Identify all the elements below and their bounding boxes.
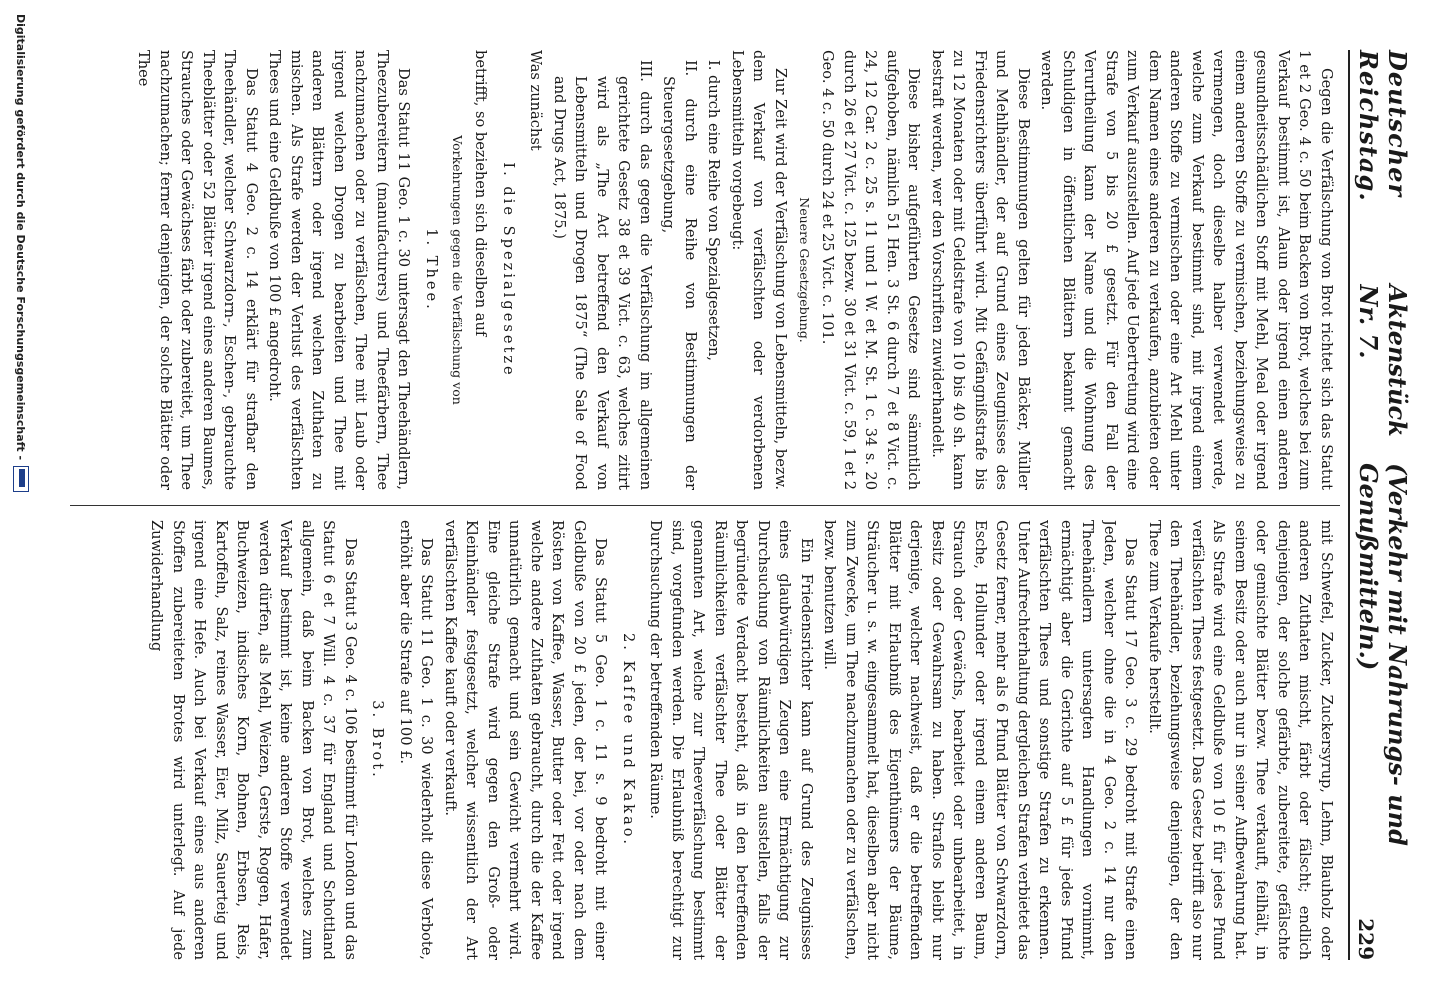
section-heading: 3. Brot. — [369, 700, 387, 780]
header-document-number: Aktenstück Nr. 7. — [1354, 284, 1412, 437]
paragraph: Zur Zeit wird der Verfälschung von Lebensmitteln, bezw. dem Verkauf von verfälschten oder verdorbenen Lebensmitteln vorgebeugt: — [729, 50, 789, 490]
page-header — [1354, 50, 1412, 960]
paragraph: mit Schwefel, Zucker, Zuckersyrup, Lehm, Blauholz oder anderen Zuthaten mischt, färbt oder fälscht; endlich denjenigen, der solche gefärbte, zubereitete, gefälschte oder gemischte Blätter bezw. Thee verkauft, feilhält, in seinem Besitz oder auch nur in seiner Aufbewahrung hat. Als Strafe wird eine Geldbuße von 10 £ für jedes Pfund verfälschten Thees festgesetzt. Das Gesetz betrifft also nur den Theehändler, beziehungsweise denjenigen, der den Thee zum Verkaufe herstellt. — [1146, 520, 1335, 960]
left-column — [60, 50, 1337, 490]
paragraph: Diese bisher aufgeführten Gesetze sind sämmtlich aufgehoben, nämlich 51 Hen. 3 St. 6 durch 7 et 8 Vict. c. 24, 12 Car. 2 c. 25 s. 11 und 1 W. et M. St. 1 c. 34 s. 20 durch 26 et 27 Vict. c. 125 bezw. 30 et 31 Vict. c. 59, 1 et 2 Geo. 4 c. 50 durch 24 et 25 Vict. c. 101. — [819, 50, 923, 490]
section-heading: 1. Thee. — [423, 228, 440, 312]
right-column — [60, 520, 1337, 960]
page-number: 229 — [1354, 918, 1378, 960]
paragraph: Ein Friedensrichter kann auf Grund des Zeugnisses eines glaubwürdigen Zeugen eine Ermächtigung zur Durchsuchung von Räumlichkeiten ausstellen, falls der begründete Verdacht besteht, daß in den betreffenden Räumlichkeiten verfälschter Thee oder Blätter der genannten Art, welche zur Theeverfälschung bestimmt sind, vorgefunden werden. Die Erlaubniß berechtigt zur Durchsuchung der betreffenden Räume. — [647, 520, 815, 960]
header-rule — [1348, 50, 1350, 960]
paragraph: Das Statut 11 Geo. 1 c. 30 wiederholt diese Verbote, erhöht aber die Strafe auf 100 £. — [397, 520, 436, 960]
list-item: II. durch eine Reihe von Bestimmungen der Steuergesetzgebung, — [660, 60, 699, 490]
paragraph: Das Statut 4 Geo. 2 c. 14 erklärt für strafbar den Theehändler, welcher Schwarzdorn-, Eschen-, gebrauchte Theeblätter oder 52 Blätter irgend eines anderen Baumes, Strauches oder Gewächses färbt oder zubereitet, um Thee nachzumachen; ferner denjenigen, der solche Blätter oder Thee — [135, 50, 260, 490]
footer-text: Digitalisierung gefördert durch die Deutsche Forschungsgemeinschaft - — [14, 14, 28, 461]
column-divider — [70, 505, 1340, 506]
subheading: Neuere Gesetzgebung. — [797, 197, 812, 343]
dfg-logo-icon — [13, 466, 29, 492]
paragraph: Was zunächst — [527, 50, 545, 151]
paragraph: Das Statut 17 Geo. 3 c. 29 bedroht mit Strafe einen Jeden, welcher ohne die in 4 Geo. 2 c. 14 nur den Theehändlern untersagten Handlungen vornimmt, ermächtigt aber die Gerichte auf 5 £ für jedes Pfund verfälschten Thees und sonstige Strafen zu erkennen. Unter Aufrechterhaltung dergleichen Strafen verbietet das Gesetz ferner, mehr als 6 Pfund Blätter von Schwarzdorn, Esche, Hollunder oder irgend einem anderen Baum, Strauch oder Gewächs, bearbeitet oder unbearbeitet, in Besitz oder Gewahrsam zu haben. Straflos bleibt nur derjenige, welcher nachweist, daß er die betreffenden Blätter mit Erlaubniß des Eigenthümers der Bäume, Sträucher u. s. w. eingesammelt hat, dieselben aber nicht zum Zwecke, um Thee nachzumachen oder zu verfälschen, bezw. benutzen will. — [821, 520, 1140, 960]
digitization-footer — [8, 0, 34, 1000]
subheading: Vorkehrungen gegen die Verfälschung von — [450, 135, 465, 405]
paragraph: Das Statut 3 Geo. 4 c. 106 bestimmt für London und das Statut 6 et 7 Will. 4 c. 37 für England und Schottland allgemein, daß beim Backen von Brot, welches zum Verkauf bestimmt ist, keine anderen Stoffe verwendet werden dürfen, als Mehl, Weizen, Gerste, Roggen, Hafer, Buchweizen, indisches Korn, Bohnen, Erbsen, Reis, Kartoffeln, Salz, reines Wasser, Eier, Milz, Sauerteig und irgend eine Hefe. Auch bei Verkauf eines aus anderen Stoffen zubereiteten Brotes wird unterlegt. Auf jede Zuwiderhandlung — [148, 520, 359, 960]
paragraph: Gegen die Verfälschung von Brot richtet sich das Statut 1 et 2 Geo. 4 c. 50 beim Backen von Brot, welches bei zum Verkauf bestimmt ist, Alaun oder irgend einen anderen gesundheitsschädlichen Stoff mit Mehl, Meal oder irgend einem anderen Stoffe zu vermischen, beziehungsweise zu vermengen, doch dieselbe halber verwendet werde, welche zum Verkauf bestimmt sind, mit irgend einem anderen Stoffe zu vermischen oder eine Art Mehl unter dem Namen eines anderen zu verkaufen, anzubieten oder zum Verkauf auszustellen. Auf jede Uebertretung wird eine Strafe von 5 bis 20 £ gesetzt. Für den Fall der Verurtheilung kann der Name und die Wohnung des Schuldigen in öffentlichen Blättern bekannt gemacht werden. — [1038, 50, 1335, 490]
paragraph: Diese Bestimmungen gelten für jeden Bäcker, Müller und Mehlhändler, der auf Grund eines Zeugnisses des Friedensrichters überführt wird. Mit Gefängnißstrafe bis zu 12 Monaten oder mit Geldstrafe von 10 bis 40 sh. kann bestraft werden, wer den Vorschriften zuwiderhandelt. — [929, 50, 1032, 490]
paragraph: Das Statut 5 Geo. 1 c. 11 s. 9 bedroht mit einer Geldbuße von 20 £ jeden, der bei, vor oder nach dem Rösten von Kaffee, Wasser, Butter oder Fett oder irgend welche andere Zuthaten gebraucht, durch die der Kaffee unnatürlich gemacht und sein Gewicht vermehrt wird. Eine gleiche Strafe wird gegen den Groß- oder Kleinhändler festgesetzt, welcher wissentlich der Art verfälschten Kaffee kauft oder verkauft. — [442, 520, 610, 960]
header-subject: (Verkehr mit Nahrungs- und Genußmitteln.) — [1354, 463, 1412, 846]
section-heading: I. die Spezialgesetze — [500, 162, 517, 378]
paragraph: betrifft, so beziehen sich dieselben auf — [472, 50, 490, 337]
list-item: I. durch eine Reihe von Spezialgesetzen, — [705, 60, 723, 362]
section-heading: 2. Kaffee und Kakao. — [620, 633, 637, 847]
header-publication: Deutscher Reichstag. — [1354, 50, 1412, 202]
list-item: III. durch das gegen die Verfälschung im allgemeinen gerichtete Gesetz 38 et 39 Vict. c. 63, welches zitirt wird als „The Act betreffend den Verkauf von Lebensmitteln und Drogen 1875“ (The Sale of Food and Drugs Act, 1875.) — [551, 60, 654, 490]
paragraph: Das Statut 11 Geo. 1 c. 30 untersagt den Theehändlern, Theezubereitern (manufacturers) und Theefärbern, Thee nachzumachen oder zu verfälschen, Thee mit Laub oder irgend welchen Drogen zu bearbeiten und Thee mit anderen Blättern oder irgend welchen Zuthaten zu mischen. Als Strafe werden der Verlust des verfälschten Thees und eine Geldbuße von 100 £ angedroht. — [266, 50, 413, 490]
